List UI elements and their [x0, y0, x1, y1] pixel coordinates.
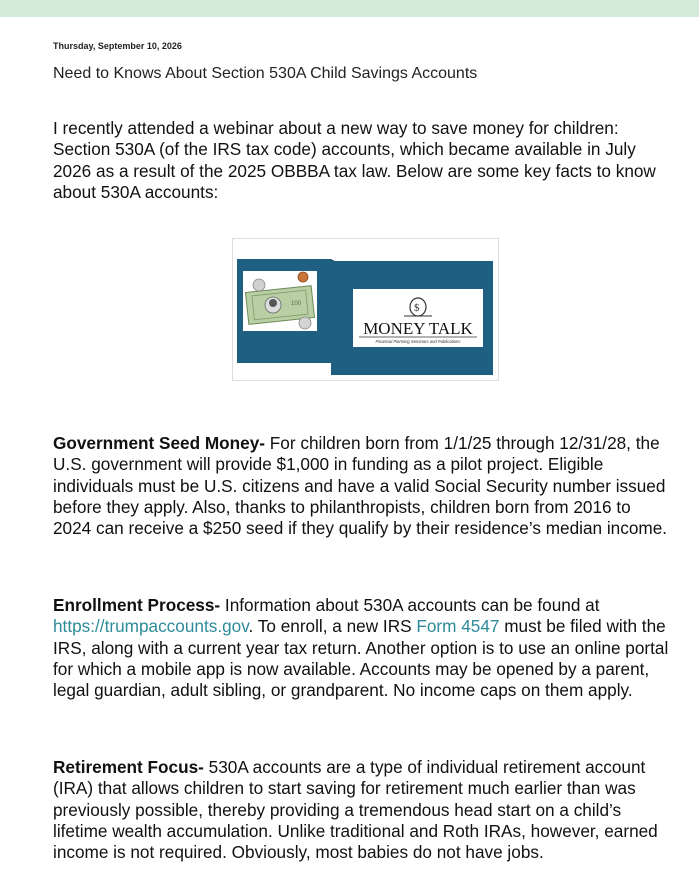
section-heading: Government Seed Money- — [53, 433, 266, 453]
post-title[interactable]: Need to Knows About Section 530A Child Savings Accounts — [53, 65, 478, 82]
coin-icon — [299, 317, 311, 329]
logo-subtitle: Financial Planning Seminars and Publications — [375, 339, 461, 344]
logo-text: MONEY TALK — [363, 319, 473, 338]
section-text: . To enroll, a new IRS — [248, 616, 417, 637]
penny-icon — [298, 272, 308, 282]
money-talk-banner-image[interactable] — [232, 238, 499, 381]
section-seed-money — [53, 433, 673, 539]
intro-paragraph: I recently attended a webinar about a new way to save money for children: Section 530A (of the IRS tax code) accounts, which became available in July 2026 as a result of the 2025 OBBBA tax law. Below are some key facts to know about 530A accounts: — [53, 118, 656, 202]
section-heading: Retirement Focus- — [53, 757, 204, 777]
top-bar — [0, 0, 699, 17]
form-4547-link[interactable]: Form 4547 — [416, 616, 500, 637]
svg-text:$: $ — [414, 302, 420, 314]
trumpaccounts-link[interactable]: https://trumpaccounts.gov — [53, 616, 249, 637]
section-text: must be filed with the IRS, along with a current year tax return. Another option is to use an online portal for which a mobile app is now available. Accounts may be opened by a parent, legal guardian, adult sibling, or grandparent. No income caps on them apply. — [53, 616, 669, 701]
section-enrollment — [53, 595, 673, 701]
section-text: Information about 530A accounts can be found at — [220, 595, 600, 615]
section-heading: Enrollment Process- — [53, 595, 221, 615]
coin-icon — [253, 279, 265, 291]
section-text: 530A accounts are a type of individual retirement account (IRA) that allows children to start saving for retirement much earlier than was previously possible, thereby providing a tremendous head start on a child’s lifetime wealth accumulation. Unlike traditional and Roth IRAs, however, earned income is not required. Obviously, most babies do not have jobs. — [53, 757, 658, 863]
section-text: For children born from 1/1/25 through 12/31/28, the U.S. government will provide $1,000 in funding as a pilot project. Eligible individuals must be U.S. citizens and have a valid Social Security number issued before they apply. Also, thanks to philanthropists, children born from 2016 to 2024 can receive a $250 seed if they qualify by their residence’s median income. — [53, 433, 668, 539]
svg-text:100: 100 — [291, 301, 302, 307]
post-date: Thursday, September 10, 2026 — [53, 41, 182, 51]
section-retirement — [53, 757, 673, 863]
